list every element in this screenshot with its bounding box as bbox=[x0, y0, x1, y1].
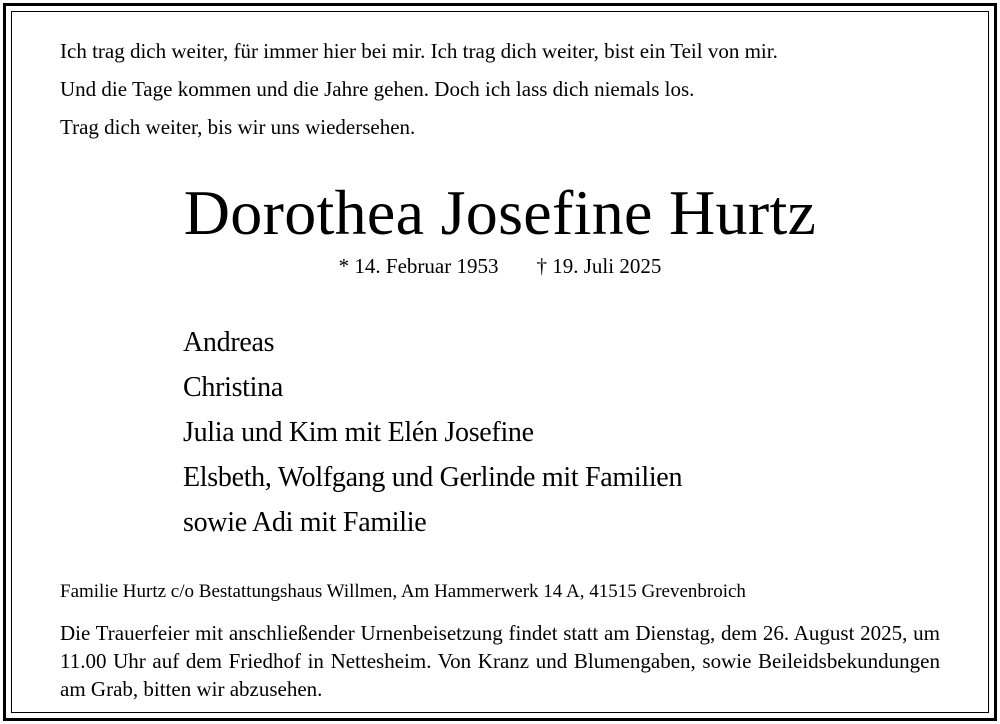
birth-date: * 14. Februar 1953 bbox=[338, 254, 499, 278]
poem-verse bbox=[60, 32, 778, 146]
poem-line: Und die Tage kommen und die Jahre gehen. Doch ich lass dich niemals los. bbox=[60, 77, 695, 101]
death-date: † 19. Juli 2025 bbox=[536, 254, 662, 278]
family-address: Familie Hurtz c/o Bestattungshaus Willmen, Am Hammerwerk 14 A, 41515 Grevenbroich bbox=[60, 581, 746, 602]
poem-line: Trag dich weiter, bis wir uns wiedersehen. bbox=[60, 115, 416, 139]
mourner-entry: Christina bbox=[183, 372, 283, 403]
deceased-name: Dorothea Josefine Hurtz bbox=[183, 177, 817, 248]
mourners-list bbox=[183, 320, 682, 545]
funeral-notice: Die Trauerfeier mit anschließender Urnenbeisetzung findet statt am Dienstag, dem 26. August 2025, um 11.00 Uhr auf dem Friedhof in Nettesheim. Von Kranz und Blumengaben, sowie Beileidsbekundungen am Grab, bitten wir abzusehen. bbox=[60, 621, 940, 701]
poem-line: Ich trag dich weiter, für immer hier bei mir. Ich trag dich weiter, bist ein Teil von mir. bbox=[60, 39, 778, 63]
life-dates bbox=[0, 252, 1000, 280]
mourner-entry: sowie Adi mit Familie bbox=[183, 507, 427, 538]
mourner-entry: Elsbeth, Wolfgang und Gerlinde mit Familien bbox=[183, 462, 683, 493]
mourner-entry: Andreas bbox=[183, 327, 275, 358]
mourner-entry: Julia und Kim mit Elén Josefine bbox=[183, 417, 534, 448]
